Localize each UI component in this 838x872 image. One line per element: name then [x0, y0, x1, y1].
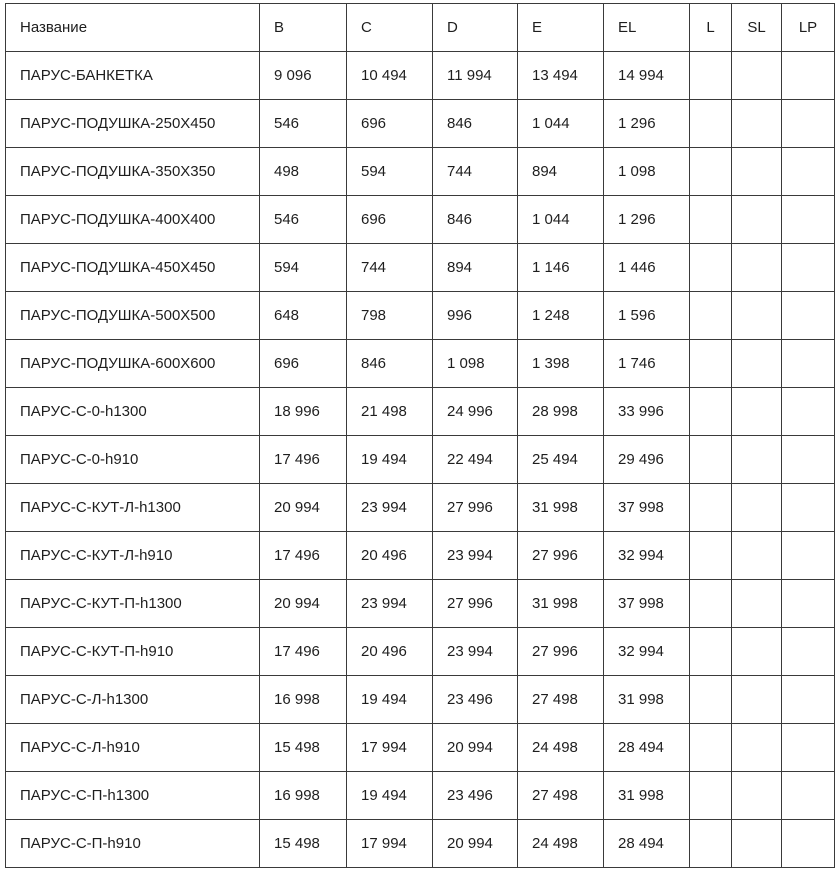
price-el-cell: 37 998	[604, 484, 690, 532]
price-c-cell: 17 994	[347, 820, 433, 868]
price-b-cell: 16 998	[260, 676, 347, 724]
price-e-cell: 27 996	[518, 628, 604, 676]
price-d-cell: 20 994	[433, 724, 518, 772]
product-name-cell: ПАРУС-С-Л-h910	[6, 724, 260, 772]
price-e-cell: 894	[518, 148, 604, 196]
price-sl-cell	[732, 580, 782, 628]
price-sl-cell	[732, 244, 782, 292]
price-e-cell: 27 996	[518, 532, 604, 580]
price-el-cell: 37 998	[604, 580, 690, 628]
price-e-cell: 31 998	[518, 580, 604, 628]
price-b-cell: 546	[260, 100, 347, 148]
product-name-cell: ПАРУС-С-КУТ-Л-h1300	[6, 484, 260, 532]
price-l-cell	[690, 340, 732, 388]
price-d-cell: 27 996	[433, 580, 518, 628]
price-c-cell: 23 994	[347, 580, 433, 628]
price-lp-cell	[782, 244, 835, 292]
price-b-cell: 9 096	[260, 52, 347, 100]
price-d-cell: 27 996	[433, 484, 518, 532]
table-row	[6, 676, 835, 724]
price-d-cell: 23 994	[433, 532, 518, 580]
price-d-cell: 23 994	[433, 628, 518, 676]
price-c-cell: 744	[347, 244, 433, 292]
price-b-cell: 15 498	[260, 820, 347, 868]
price-l-cell	[690, 772, 732, 820]
price-c-cell: 19 494	[347, 772, 433, 820]
product-name-cell: ПАРУС-С-КУТ-П-h1300	[6, 580, 260, 628]
price-el-cell: 29 496	[604, 436, 690, 484]
price-el-cell: 1 296	[604, 100, 690, 148]
price-e-cell: 1 146	[518, 244, 604, 292]
price-lp-cell	[782, 148, 835, 196]
column-header-el: EL	[604, 4, 690, 52]
price-lp-cell	[782, 436, 835, 484]
price-lp-cell	[782, 724, 835, 772]
price-sl-cell	[732, 196, 782, 244]
price-e-cell: 1 248	[518, 292, 604, 340]
price-lp-cell	[782, 388, 835, 436]
price-sl-cell	[732, 148, 782, 196]
product-name-cell: ПАРУС-С-КУТ-П-h910	[6, 628, 260, 676]
price-sl-cell	[732, 436, 782, 484]
price-lp-cell	[782, 532, 835, 580]
price-e-cell: 1 044	[518, 196, 604, 244]
price-c-cell: 20 496	[347, 532, 433, 580]
price-l-cell	[690, 532, 732, 580]
price-e-cell: 27 498	[518, 772, 604, 820]
column-header-c: C	[347, 4, 433, 52]
table-row	[6, 484, 835, 532]
product-name-cell: ПАРУС-ПОДУШКА-250Х450	[6, 100, 260, 148]
price-d-cell: 23 496	[433, 772, 518, 820]
table-row	[6, 52, 835, 100]
price-l-cell	[690, 820, 732, 868]
table-body	[6, 52, 835, 868]
price-l-cell	[690, 388, 732, 436]
column-header-sl: SL	[732, 4, 782, 52]
price-sl-cell	[732, 820, 782, 868]
price-lp-cell	[782, 292, 835, 340]
column-header-lp: LP	[782, 4, 835, 52]
price-l-cell	[690, 148, 732, 196]
price-e-cell: 24 498	[518, 820, 604, 868]
price-b-cell: 16 998	[260, 772, 347, 820]
price-d-cell: 846	[433, 100, 518, 148]
price-c-cell: 594	[347, 148, 433, 196]
table-row	[6, 148, 835, 196]
product-name-cell: ПАРУС-ПОДУШКА-450Х450	[6, 244, 260, 292]
price-c-cell: 696	[347, 100, 433, 148]
price-b-cell: 696	[260, 340, 347, 388]
column-header-name: Название	[6, 4, 260, 52]
price-sl-cell	[732, 292, 782, 340]
price-sl-cell	[732, 340, 782, 388]
product-name-cell: ПАРУС-С-П-h1300	[6, 772, 260, 820]
price-sl-cell	[732, 724, 782, 772]
table-row	[6, 436, 835, 484]
price-lp-cell	[782, 772, 835, 820]
price-l-cell	[690, 52, 732, 100]
price-el-cell: 1 296	[604, 196, 690, 244]
price-b-cell: 15 498	[260, 724, 347, 772]
price-b-cell: 648	[260, 292, 347, 340]
product-name-cell: ПАРУС-С-П-h910	[6, 820, 260, 868]
price-d-cell: 744	[433, 148, 518, 196]
price-b-cell: 18 996	[260, 388, 347, 436]
table-row	[6, 292, 835, 340]
price-c-cell: 20 496	[347, 628, 433, 676]
price-sl-cell	[732, 676, 782, 724]
price-e-cell: 27 498	[518, 676, 604, 724]
price-sl-cell	[732, 388, 782, 436]
column-header-l: L	[690, 4, 732, 52]
price-lp-cell	[782, 580, 835, 628]
column-header-d: D	[433, 4, 518, 52]
price-l-cell	[690, 580, 732, 628]
price-c-cell: 846	[347, 340, 433, 388]
price-el-cell: 32 994	[604, 532, 690, 580]
price-d-cell: 22 494	[433, 436, 518, 484]
price-c-cell: 17 994	[347, 724, 433, 772]
price-sl-cell	[732, 100, 782, 148]
price-l-cell	[690, 196, 732, 244]
price-el-cell: 1 098	[604, 148, 690, 196]
product-name-cell: ПАРУС-ПОДУШКА-350Х350	[6, 148, 260, 196]
price-l-cell	[690, 628, 732, 676]
column-header-b: B	[260, 4, 347, 52]
price-e-cell: 31 998	[518, 484, 604, 532]
price-c-cell: 23 994	[347, 484, 433, 532]
price-el-cell: 14 994	[604, 52, 690, 100]
table-row	[6, 628, 835, 676]
price-e-cell: 28 998	[518, 388, 604, 436]
table-row	[6, 580, 835, 628]
price-b-cell: 498	[260, 148, 347, 196]
price-lp-cell	[782, 820, 835, 868]
price-el-cell: 28 494	[604, 820, 690, 868]
price-d-cell: 24 996	[433, 388, 518, 436]
header-row	[6, 4, 835, 52]
price-el-cell: 1 446	[604, 244, 690, 292]
price-lp-cell	[782, 628, 835, 676]
price-c-cell: 10 494	[347, 52, 433, 100]
price-sl-cell	[732, 484, 782, 532]
price-el-cell: 28 494	[604, 724, 690, 772]
price-e-cell: 1 044	[518, 100, 604, 148]
price-d-cell: 23 496	[433, 676, 518, 724]
price-b-cell: 17 496	[260, 628, 347, 676]
price-l-cell	[690, 484, 732, 532]
price-c-cell: 21 498	[347, 388, 433, 436]
price-c-cell: 696	[347, 196, 433, 244]
product-name-cell: ПАРУС-ПОДУШКА-600Х600	[6, 340, 260, 388]
price-b-cell: 20 994	[260, 484, 347, 532]
price-sl-cell	[732, 772, 782, 820]
product-name-cell: ПАРУС-БАНКЕТКА	[6, 52, 260, 100]
price-el-cell: 31 998	[604, 772, 690, 820]
price-d-cell: 1 098	[433, 340, 518, 388]
table-row	[6, 532, 835, 580]
price-el-cell: 31 998	[604, 676, 690, 724]
price-c-cell: 798	[347, 292, 433, 340]
price-lp-cell	[782, 676, 835, 724]
product-name-cell: ПАРУС-С-0-h1300	[6, 388, 260, 436]
product-name-cell: ПАРУС-ПОДУШКА-500Х500	[6, 292, 260, 340]
price-sl-cell	[732, 532, 782, 580]
table-row	[6, 340, 835, 388]
product-name-cell: ПАРУС-ПОДУШКА-400Х400	[6, 196, 260, 244]
table-row	[6, 388, 835, 436]
price-e-cell: 13 494	[518, 52, 604, 100]
price-l-cell	[690, 244, 732, 292]
price-l-cell	[690, 676, 732, 724]
price-d-cell: 894	[433, 244, 518, 292]
price-e-cell: 24 498	[518, 724, 604, 772]
price-el-cell: 1 746	[604, 340, 690, 388]
price-sl-cell	[732, 52, 782, 100]
price-lp-cell	[782, 52, 835, 100]
price-lp-cell	[782, 340, 835, 388]
price-l-cell	[690, 100, 732, 148]
price-el-cell: 32 994	[604, 628, 690, 676]
table-row	[6, 820, 835, 868]
price-el-cell: 33 996	[604, 388, 690, 436]
table-row	[6, 196, 835, 244]
table-row	[6, 724, 835, 772]
price-b-cell: 20 994	[260, 580, 347, 628]
price-d-cell: 11 994	[433, 52, 518, 100]
price-e-cell: 1 398	[518, 340, 604, 388]
product-name-cell: ПАРУС-С-Л-h1300	[6, 676, 260, 724]
column-header-e: E	[518, 4, 604, 52]
table-row	[6, 100, 835, 148]
price-l-cell	[690, 724, 732, 772]
product-name-cell: ПАРУС-С-0-h910	[6, 436, 260, 484]
price-lp-cell	[782, 196, 835, 244]
price-d-cell: 996	[433, 292, 518, 340]
price-c-cell: 19 494	[347, 436, 433, 484]
price-b-cell: 17 496	[260, 532, 347, 580]
product-name-cell: ПАРУС-С-КУТ-Л-h910	[6, 532, 260, 580]
price-e-cell: 25 494	[518, 436, 604, 484]
table-row	[6, 244, 835, 292]
price-sl-cell	[732, 628, 782, 676]
price-b-cell: 17 496	[260, 436, 347, 484]
price-l-cell	[690, 292, 732, 340]
price-b-cell: 546	[260, 196, 347, 244]
table-row	[6, 772, 835, 820]
price-el-cell: 1 596	[604, 292, 690, 340]
price-table	[5, 3, 835, 868]
price-l-cell	[690, 436, 732, 484]
price-c-cell: 19 494	[347, 676, 433, 724]
price-d-cell: 846	[433, 196, 518, 244]
price-b-cell: 594	[260, 244, 347, 292]
price-lp-cell	[782, 484, 835, 532]
price-lp-cell	[782, 100, 835, 148]
price-d-cell: 20 994	[433, 820, 518, 868]
